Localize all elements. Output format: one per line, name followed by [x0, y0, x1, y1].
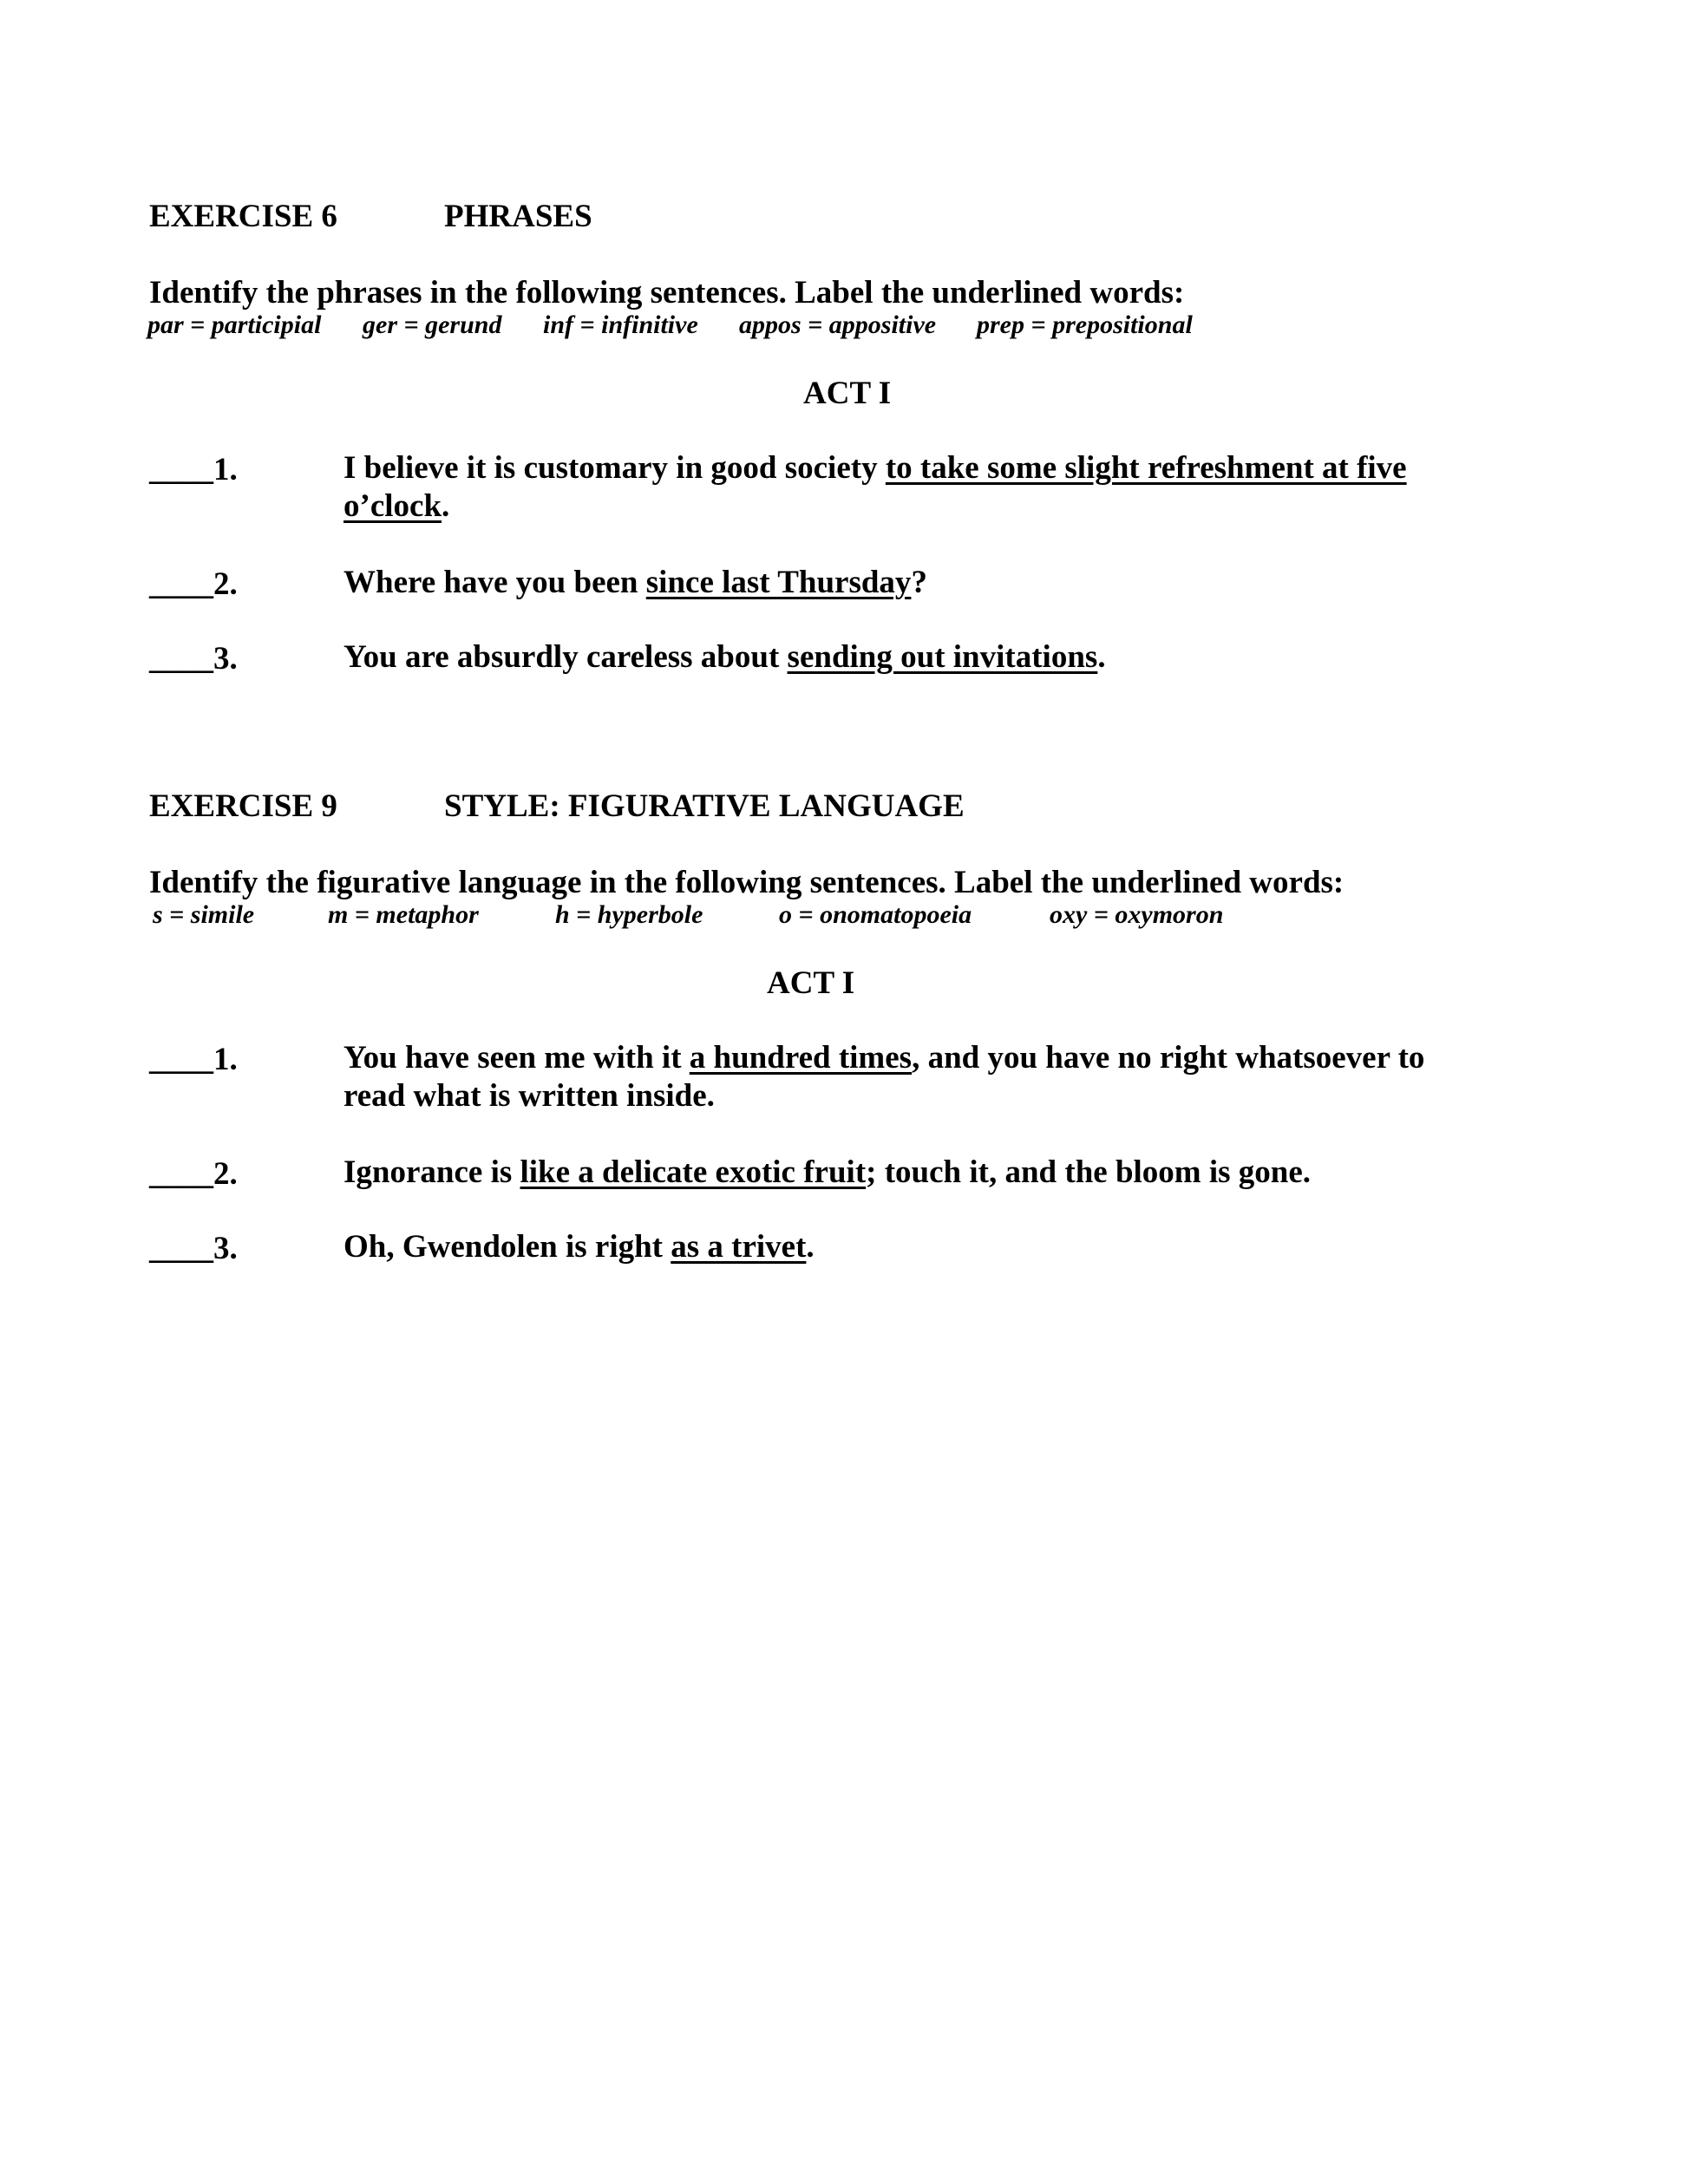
underlined-phrase: like a delicate exotic fruit	[520, 1154, 867, 1190]
legend-item-m: m = metaphor	[328, 900, 479, 929]
legend-item-ger: ger = gerund	[363, 311, 502, 339]
legend-item-oxy: oxy = oxymoron	[1050, 900, 1224, 929]
exercise6-number: EXERCISE 6	[149, 199, 337, 234]
legend-item-s: s = simile	[153, 900, 255, 929]
underlined-phrase: since last Thursday	[645, 565, 912, 600]
exercise9-item3-blank: ____3.	[149, 1231, 238, 1266]
sentence-text: ?	[911, 565, 927, 600]
exercise9-number: EXERCISE 9	[149, 788, 337, 824]
exercise6-instruction: Identify the phrases in the following sentences. Label the underlined words:	[149, 275, 1185, 311]
legend-item-h: h = hyperbole	[555, 900, 703, 929]
legend-item-prep: prep = prepositional	[977, 311, 1193, 339]
sentence-text: I believe it is customary in good society	[343, 450, 886, 486]
sentence-text: You have seen me with it	[343, 1040, 690, 1076]
exercise9-item1-sentence	[343, 1039, 1436, 1115]
exercise6-act-heading: ACT I	[803, 376, 892, 411]
sentence-text: ; touch it, and the bloom is gone.	[866, 1154, 1312, 1190]
exercise6-item1-sentence	[343, 449, 1462, 526]
legend-item-par: par = participial	[147, 311, 322, 339]
underlined-phrase: a hundred times	[689, 1040, 913, 1076]
sentence-text: Oh, Gwendolen is right	[343, 1229, 671, 1265]
underlined-phrase: to take some slight refreshment at five o’clock	[343, 450, 1407, 524]
exercise6-item3-blank: ____3.	[149, 641, 238, 677]
legend-item-appos: appos = appositive	[739, 311, 937, 339]
exercise9-act-heading: ACT I	[767, 965, 855, 1001]
underlined-phrase: sending out invitations	[787, 639, 1098, 675]
exercise9-title: STYLE: FIGURATIVE LANGUAGE	[444, 788, 965, 824]
legend-item-inf: inf = infinitive	[543, 311, 698, 339]
exercise6-title: PHRASES	[444, 199, 592, 234]
sentence-text: , and you have no right whatsoever to read what is written inside.	[343, 1040, 1425, 1114]
exercise9-instruction: Identify the figurative language in the following sentences. Label the underlined words:	[149, 865, 1345, 900]
exercise9-item3-sentence	[343, 1228, 1471, 1266]
exercise6-item3-sentence	[343, 638, 1471, 677]
sentence-text: .	[442, 488, 450, 524]
sentence-text: You are absurdly careless about	[343, 639, 788, 675]
exercise9-item2-sentence	[343, 1154, 1471, 1192]
sentence-text: .	[1097, 639, 1106, 675]
legend-item-o: o = onomatopoeia	[779, 900, 972, 929]
exercise6-item2-sentence	[343, 564, 1471, 602]
sentence-text: Where have you been	[343, 565, 646, 600]
sentence-text: Ignorance is	[343, 1154, 520, 1190]
sentence-text: .	[806, 1229, 815, 1265]
exercise6-item1-blank: ____1.	[149, 452, 238, 487]
exercise6-item2-blank: ____2.	[149, 566, 238, 602]
underlined-phrase: as a trivet	[671, 1229, 807, 1265]
exercise9-item2-blank: ____2.	[149, 1156, 238, 1192]
exercise9-item1-blank: ____1.	[149, 1042, 238, 1077]
